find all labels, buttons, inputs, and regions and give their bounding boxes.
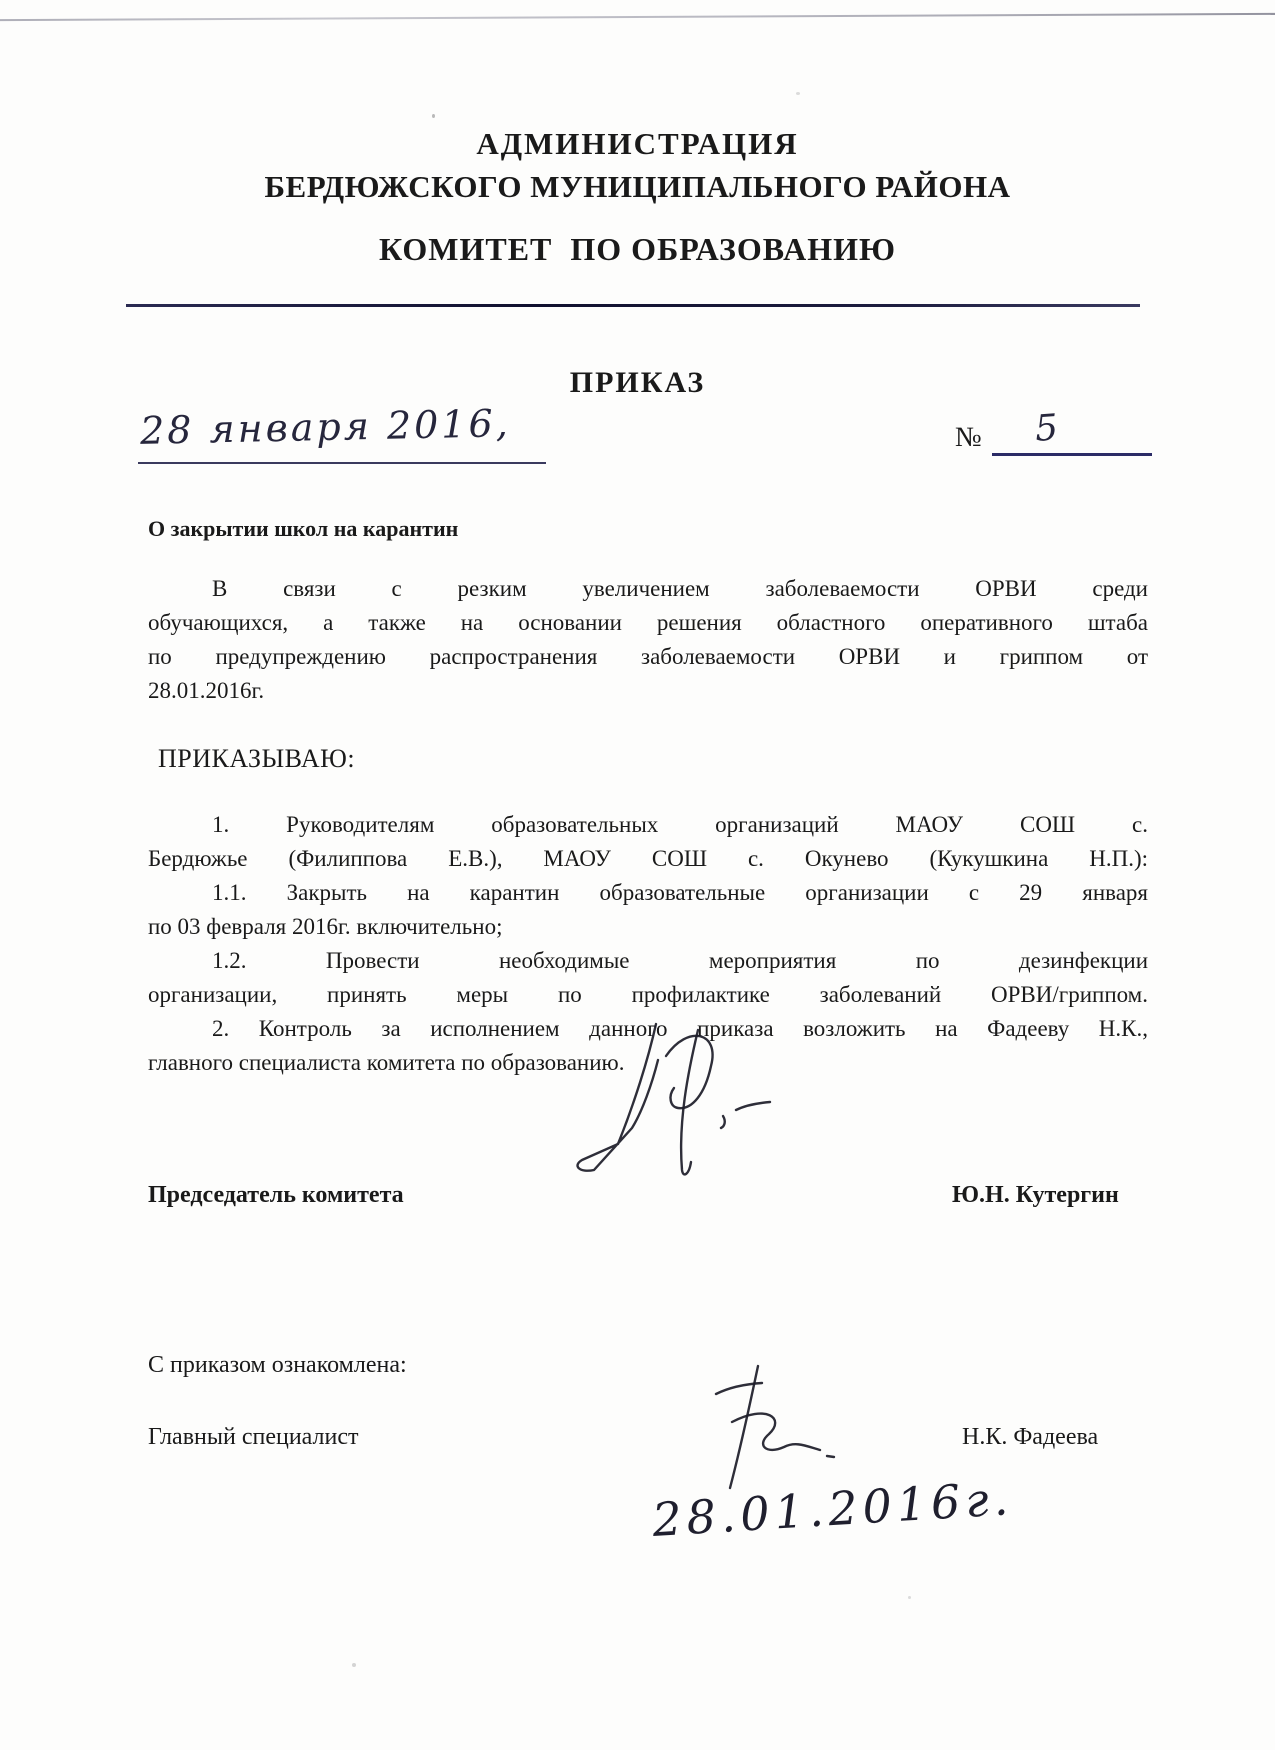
org-name-line1: АДМИНИСТРАЦИЯ [476,126,799,161]
preamble-line: 28.01.2016г. [148,678,265,703]
scan-speck [432,114,435,118]
order-item-line: 2. Контроль за исполнением данного приказа возложить на Фадееву Н.К., [212,1016,1148,1041]
chairman-name: Ю.Н. Кутергин [952,1182,1119,1208]
date-underline [138,462,546,464]
scan-speck [352,1663,356,1667]
order-item-line: по 03 февраля 2016г. включительно; [148,914,503,939]
number-value-handwritten: 5 [1033,407,1062,450]
specialist-signature-graphic [672,1360,847,1495]
specialist-title: Главный специалист [148,1424,359,1450]
preamble-line: В связи с резким увеличением заболеваемости ОРВИ среди [212,576,1148,601]
preamble-line: обучающихся, а также на основании решения областного оперативного штаба [148,610,1148,635]
order-item-1-2 [148,944,1148,1012]
number-underline [992,453,1152,456]
order-verb: ПРИКАЗЫВАЮ: [158,744,356,773]
header-rule [126,304,1140,307]
doc-title: ПРИКАЗ [569,366,706,399]
order-item-line: 1. Руководителям образовательных организаций МАОУ СОШ с. [212,812,1148,837]
issue-date-handwritten: 28 января 2016, [139,401,512,453]
subject-line: О закрытии школ на карантин [148,516,459,541]
scan-edge-artifact [0,13,1275,21]
chairman-signature-graphic [560,1012,810,1182]
scan-speck [796,92,800,95]
acknowledgement-line: С приказом ознакомлена: [148,1352,407,1378]
scan-speck [908,1596,911,1599]
specialist-name: Н.К. Фадеева [962,1424,1099,1450]
number-sign-label: № [955,422,982,453]
chairman-title: Председатель комитета [148,1182,404,1208]
acknowledgement-date-handwritten: 28.01.2016г. [650,1471,1015,1547]
order-item-line: 1.1. Закрыть на карантин образовательные организации с 29 января [212,880,1148,905]
order-item-line: организации, принять меры по профилактике заболеваний ОРВИ/гриппом. [148,982,1148,1007]
org-name-line2: БЕРДЮЖСКОГО МУНИЦИПАЛЬНОГО РАЙОНА [264,169,1011,204]
order-item-line: главного специалиста комитета по образованию. [148,1050,625,1075]
order-item-line: Бердюжье (Филиппова Е.В.), МАОУ СОШ с. Окунево (Кукушкина Н.П.): [148,846,1148,871]
order-item-1-1 [148,876,1148,944]
order-item-1 [148,808,1148,876]
preamble-line: по предупреждению распространения заболеваемости ОРВИ и гриппом от [148,644,1148,669]
preamble-paragraph [148,572,1148,708]
department-name: КОМИТЕТ ПО ОБРАЗОВАНИЮ [378,231,897,267]
order-item-line: 1.2. Провести необходимые мероприятия по дезинфекции [212,948,1148,973]
